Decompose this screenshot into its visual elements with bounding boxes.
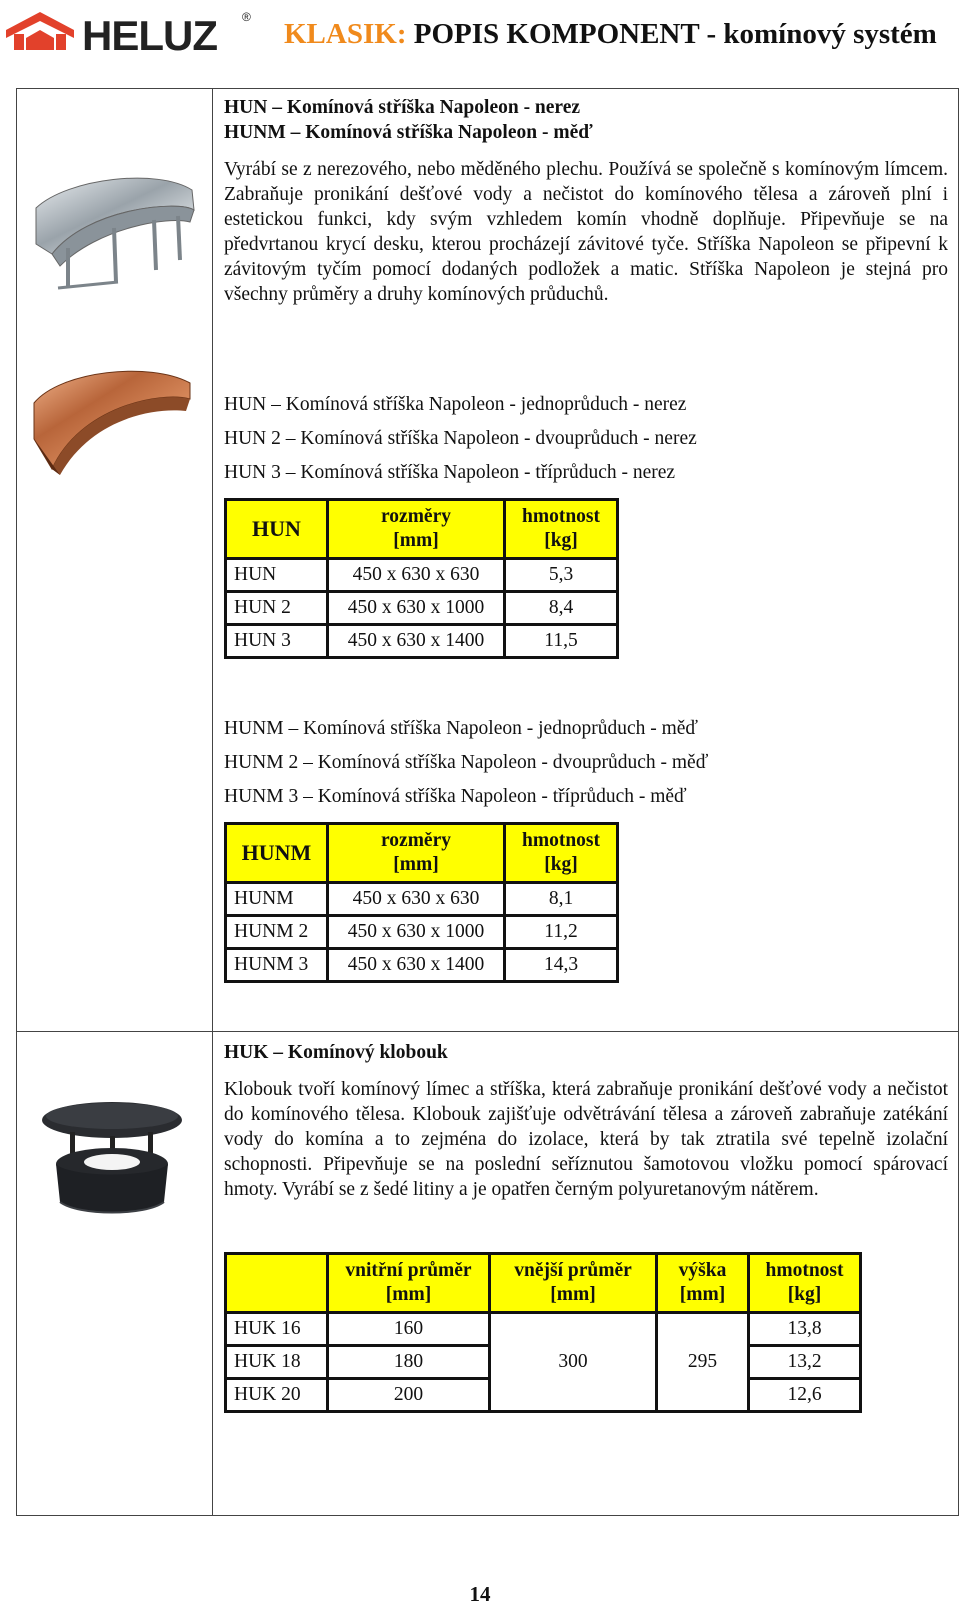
table-cell: 13,2 bbox=[749, 1346, 861, 1379]
table-cell: 450 x 630 x 1000 bbox=[328, 592, 505, 625]
page-header bbox=[0, 0, 960, 62]
table-row bbox=[226, 949, 618, 982]
hun-description: Vyrábí se z nerezového, nebo měděného plechu. Používá se společně s komínovým límcem. Zabraňuje pronikání dešťové vody a nečistot do komínového tělesa a zároveň plní i estetickou funkci, kdy svým vzhledem komín vhodně doplňuje. Připevňuje se na předvrtanou krycí desku, kterou procházejí závitové tyče. Stříška Napoleon se připevní k závitovým tyčím pomocí dodaných podložek a matic. Stříška Napoleon je stejná pro všechny průměry a druhy komínových průduchů. bbox=[224, 159, 948, 305]
table-cell: 450 x 630 x 630 bbox=[328, 559, 505, 592]
title-main: POPIS KOMPONENT - komínový systém bbox=[413, 18, 937, 50]
table-header-cell: hmotnost [kg] bbox=[505, 824, 618, 883]
variant-item: HUN – Komínová stříška Napoleon - jednoprůduch - nerez bbox=[224, 394, 687, 415]
title-prefix: KLASIK: bbox=[284, 18, 407, 50]
table-cell: HUNM 2 bbox=[226, 916, 328, 949]
table-header-cell: vnější průměr [mm] bbox=[490, 1254, 657, 1313]
table-row bbox=[226, 592, 618, 625]
table-cell: HUK 20 bbox=[226, 1379, 328, 1412]
huk-section bbox=[224, 1040, 948, 1202]
column-divider bbox=[212, 88, 213, 1516]
variant-item: HUNM 2 – Komínová stříška Napoleon - dvouprůduch - měď bbox=[224, 752, 709, 773]
table-cell: 14,3 bbox=[505, 949, 618, 982]
table-cell: 12,6 bbox=[749, 1379, 861, 1412]
table-header-cell bbox=[226, 1254, 328, 1313]
table-cell: 11,2 bbox=[505, 916, 618, 949]
variant-item: HUN 2 – Komínová stříška Napoleon - dvouprůduch - nerez bbox=[224, 428, 697, 449]
table-cell: 8,4 bbox=[505, 592, 618, 625]
table-row bbox=[226, 559, 618, 592]
table-cell: 5,3 bbox=[505, 559, 618, 592]
table-cell: HUK 18 bbox=[226, 1346, 328, 1379]
section-divider bbox=[16, 1031, 959, 1032]
table-header-row bbox=[226, 1254, 861, 1313]
table-cell: 295 bbox=[657, 1313, 749, 1412]
page-number: 14 bbox=[469, 1582, 491, 1606]
table-cell: HUK 16 bbox=[226, 1313, 328, 1346]
table-header-cell: výška [mm] bbox=[657, 1254, 749, 1313]
table-header-cell: hmotnost [kg] bbox=[505, 500, 618, 559]
logo-text: HELUZ bbox=[82, 12, 217, 59]
hun-spec-table bbox=[224, 498, 619, 659]
table-row bbox=[226, 883, 618, 916]
table-row bbox=[226, 916, 618, 949]
huk-spec-table bbox=[224, 1252, 862, 1413]
roof-logo-icon bbox=[4, 8, 76, 52]
heluz-logo bbox=[4, 6, 251, 59]
table-header-cell: rozměry [mm] bbox=[328, 500, 505, 559]
table-cell: 11,5 bbox=[505, 625, 618, 658]
table-cell: 450 x 630 x 1000 bbox=[328, 916, 505, 949]
huk-description: Klobouk tvoří komínový límec a stříška, která zabraňuje pronikání dešťové vody a nečistot do komínového tělesa. Klobouk zajišťuje odvětrávání tělesa a zároveň zabraňuje zatékání vody do komína a to zejména do izolace, která by tak ztratila své tepelně izolační schopnosti. Připevňuje se na poslední seříznutou šamotovou vložku pomocí spárovací hmoty. Vyrábí se z šedé litiny a je opatřen černým polyuretanovým nátěrem. bbox=[224, 1079, 948, 1200]
napoleon-cap-nerez-image bbox=[28, 170, 200, 295]
table-cell: 160 bbox=[328, 1313, 490, 1346]
table-cell: 13,8 bbox=[749, 1313, 861, 1346]
variant-item: HUNM 3 – Komínová stříška Napoleon - tříprůduch - měď bbox=[224, 786, 687, 807]
table-row bbox=[226, 625, 618, 658]
table-header-row bbox=[226, 500, 618, 559]
page-title bbox=[284, 18, 937, 51]
chimney-hat-image bbox=[38, 1098, 186, 1218]
table-cell: 450 x 630 x 1400 bbox=[328, 949, 505, 982]
table-header-cell: rozměry [mm] bbox=[328, 824, 505, 883]
table-cell: HUN bbox=[226, 559, 328, 592]
table-row bbox=[226, 1313, 861, 1346]
hun-title: HUN – Komínová stříška Napoleon - nerez bbox=[224, 97, 581, 118]
hunm-variant-list bbox=[224, 712, 948, 814]
table-header-cell: hmotnost [kg] bbox=[749, 1254, 861, 1313]
registered-mark: ® bbox=[242, 10, 251, 24]
table-cell: 180 bbox=[328, 1346, 490, 1379]
hun-variant-list bbox=[224, 388, 948, 490]
napoleon-cap-copper-image bbox=[30, 365, 194, 480]
table-cell: HUNM bbox=[226, 883, 328, 916]
table-cell: 450 x 630 x 630 bbox=[328, 883, 505, 916]
table-cell: 8,1 bbox=[505, 883, 618, 916]
table-header-row bbox=[226, 824, 618, 883]
huk-title: HUK – Komínový klobouk bbox=[224, 1042, 448, 1063]
table-cell: HUNM 3 bbox=[226, 949, 328, 982]
table-cell: HUN 3 bbox=[226, 625, 328, 658]
hun-section bbox=[224, 95, 948, 307]
table-header-cell: vnitřní průměr [mm] bbox=[328, 1254, 490, 1313]
hunm-title: HUNM – Komínová stříška Napoleon - měď bbox=[224, 122, 593, 143]
table-cell: HUN 2 bbox=[226, 592, 328, 625]
variant-item: HUNM – Komínová stříška Napoleon - jednoprůduch - měď bbox=[224, 718, 699, 739]
table-cell: 300 bbox=[490, 1313, 657, 1412]
table-header-cell: HUNM bbox=[226, 824, 328, 883]
table-cell: 450 x 630 x 1400 bbox=[328, 625, 505, 658]
variant-item: HUN 3 – Komínová stříška Napoleon - tříprůduch - nerez bbox=[224, 462, 676, 483]
table-cell: 200 bbox=[328, 1379, 490, 1412]
table-header-cell: HUN bbox=[226, 500, 328, 559]
hunm-spec-table bbox=[224, 822, 619, 983]
